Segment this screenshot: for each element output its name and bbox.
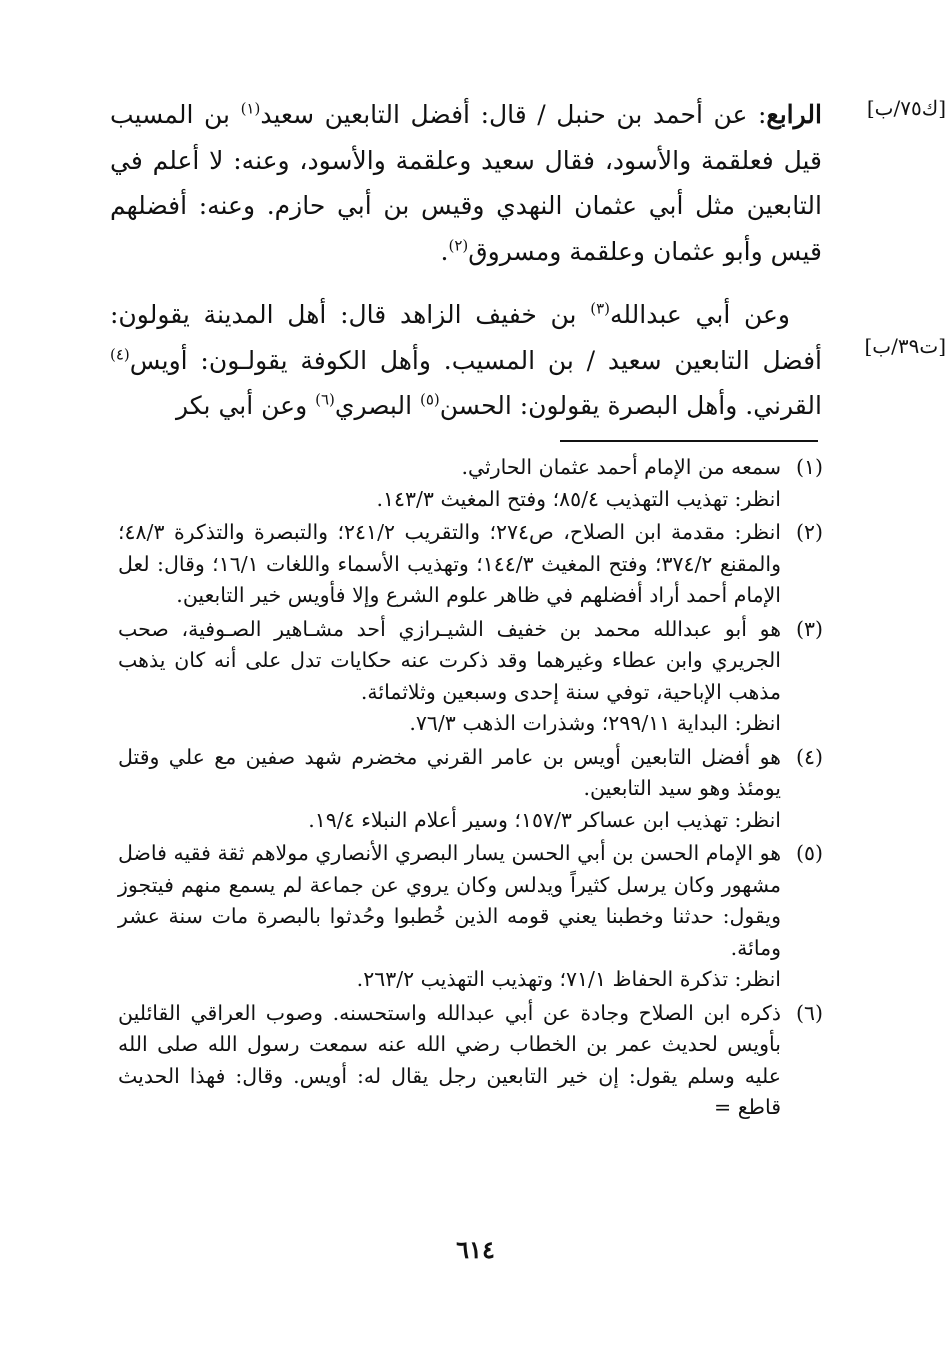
footnote-line: سمعه من الإمام أحمد عثمان الحارثي.: [461, 455, 781, 479]
margin-note-manuscript-ref-t: [ت٣٩/ب]: [864, 334, 946, 358]
main-text: [110, 92, 822, 429]
footnote-ref-1: (١): [240, 99, 261, 118]
footnote-ref-5: (٥): [420, 390, 440, 409]
footnote-number: (١): [795, 455, 823, 479]
footnote-ref-3: (٣): [590, 299, 610, 318]
footnote-body: [118, 998, 781, 1124]
text-segment: بن خفيف الزاهد قال: أهل المدينة يقولون: أفضل التابعين سعيد / بن المسيب. وأهل الكوفة يقولـون: أويس: [110, 300, 822, 375]
footnote-line: هو أفضل التابعين أويس بن عامر القرني مخضرم شهد صفين مع علي وقتل يومئذ وهو سيد التابعين.: [118, 744, 781, 800]
footnote-separator: [560, 440, 818, 442]
footnote-3: [118, 614, 823, 740]
footnote-1: [118, 452, 823, 515]
footnote-body: [118, 838, 781, 996]
footnote-line: انظر: تهذيب ابن عساكر ١٥٧/٣؛ وسير أعلام النبلاء ١٩/٤.: [308, 807, 781, 832]
footnote-6: [118, 998, 823, 1124]
text-segment: وعن أبي بكر: [175, 391, 316, 420]
footnote-body: [118, 742, 781, 837]
footnote-body: [118, 452, 781, 515]
footnote-number: (٥): [795, 841, 823, 865]
footnote-line: انظر: مقدمة ابن الصلاح، ص٢٧٤؛ والتقريب ٢٤١/٢؛ والتبصرة والتذكرة ٤٨/٣؛ والمقنع ٣٧٤/٢؛ وفتح المغيث ١٤٤/٣؛ وتهذيب الأسماء واللغات ١٦/١؛ وقال: لعل الإمام أحمد أراد أفضلهم في ظاهر علوم الشرع وإلا فأويس خير التابعين.: [118, 520, 781, 607]
footnote-line: هو أبو عبدالله محمد بن خفيف الشيـرازي أحد مشـاهير الصـوفية، صحب الجريري وابن عطاء وغيرهما وقد ذكرت عنه حكايات تدل على أنه كان يذهب مذهب الإباحية، توفي سنة إحدى وسبعين وثلاثمائة.: [118, 616, 781, 704]
footnote-number: (٤): [795, 744, 823, 769]
footnote-body: [118, 614, 781, 740]
footnote-ref-4: (٤): [110, 345, 130, 364]
footnote-2: [118, 517, 823, 612]
text-segment: البصري: [334, 391, 420, 420]
page-number: ٦١٤: [456, 1235, 495, 1264]
text-segment: وعن أبي عبدالله: [609, 300, 790, 329]
footnote-line: انظر: البداية ٢٩٩/١١؛ وشذرات الذهب ٧٦/٣.: [409, 711, 781, 735]
text-segment: بن المسيب قيل فعلقمة والأسود، فقال سعيد وعلقمة والأسود، وعنه: لا أعلم في التابعين مثل أبي عثمان النهدي وقيس بن أبي حازم. وعنه: أفضلهم قيس وأبو عثمان وعلقمة ومسروق: [110, 100, 822, 266]
footnote-5: [118, 838, 823, 996]
margin-note-manuscript-ref-k: [ك٧٥/ب]: [866, 96, 946, 120]
text-segment: القرني. وأهل البصرة يقولون: الحسن: [439, 391, 822, 420]
footnote-line: انظر: تذكرة الحفاظ ٧١/١؛ وتهذيب التهذيب ٢٦٣/٢.: [356, 967, 781, 991]
footnote-body: [118, 517, 781, 612]
text-segment: : عن أحمد بن حنبل / قال: أفضل التابعين سعيد: [260, 100, 767, 129]
footnote-number: (٣): [795, 616, 823, 641]
footnote-line: هو الإمام الحسن بن أبي الحسن يسار البصري الأنصاري مولاهم ثقة فقيه فاضل مشهور وكان يرسل كثيراً ويدلس وكان يروي عن جماعة لم يسمع منهم فيتجوز ويقول: حدثنا وخطبنا يعني قومه الذين خُطبوا وحُدثوا بالبصرة مات سنة عشر ومائة.: [118, 841, 781, 960]
footnote-line: ذكره ابن الصلاح وجادة عن أبي عبدالله واستحسنه. وصوب العراقي القائلين بأويس لحديث عمر بن الخطاب رضي الله عنه سمعت رسول الله صلى الله عليه وسلم يقول: إن خير التابعين رجل يقال له: أويس. وقال: فهذا الحديث قاطع =: [118, 1000, 781, 1119]
paragraph-label: الرابع: [766, 100, 822, 129]
text-segment: .: [440, 236, 449, 266]
footnote-line: انظر: تهذيب التهذيب ٨٥/٤؛ وفتح المغيث ١٤٣/٣.: [376, 486, 781, 511]
footnote-ref-6: (٦): [315, 390, 335, 409]
footnote-number: (٢): [795, 520, 823, 544]
main-paragraph-2: [110, 292, 822, 429]
main-paragraph-1: [110, 92, 822, 274]
footnote-4: [118, 742, 823, 837]
footnote-ref-2: (٢): [448, 236, 469, 255]
footnotes: [118, 452, 823, 1126]
footnote-number: (٦): [795, 1000, 823, 1025]
